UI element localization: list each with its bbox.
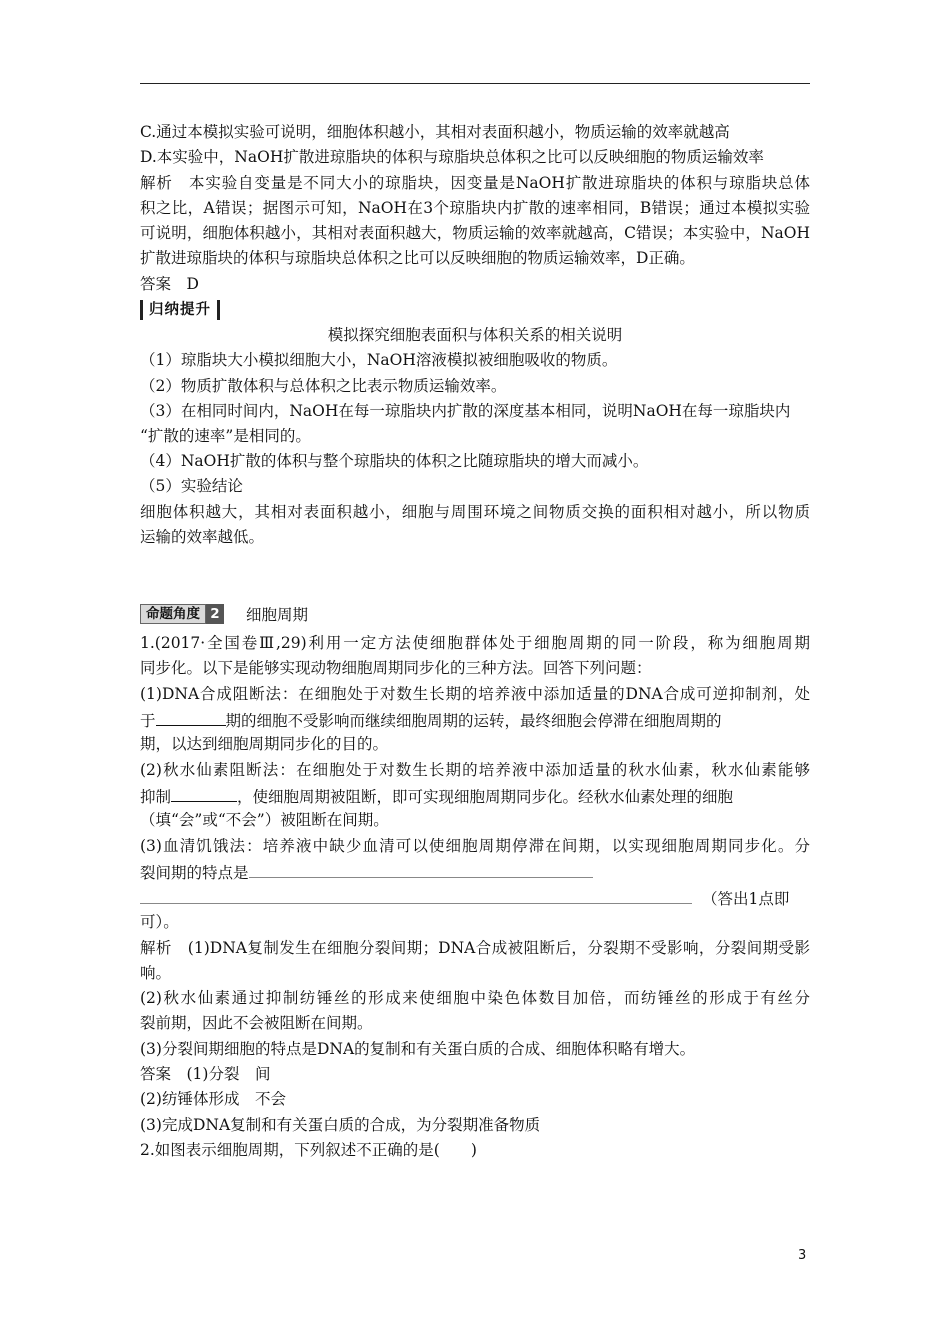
analysis-line: 解析 (1)DNA复制发生在细胞分裂间期；DNA合成被阻断后，分裂期不受影响，分裂间期受影 bbox=[140, 939, 810, 957]
question-line: 可）。 bbox=[140, 913, 179, 931]
option-d: D.本实验中，NaOH扩散进琼脂块的体积与琼脂块总体积之比可以反映细胞的物质运输效率 bbox=[140, 148, 764, 166]
page-number: 3 bbox=[798, 1248, 807, 1263]
analysis-line: 扩散进琼脂块的体积与琼脂块总体积之比可以反映细胞的物质运输效率，D正确。 bbox=[140, 249, 695, 267]
summary-point: （2）物质扩散体积与总体积之比表示物质运输效率。 bbox=[140, 377, 507, 395]
angle-number: 2 bbox=[206, 604, 224, 624]
question-2: 2.如图表示细胞周期，下列叙述不正确的是( ) bbox=[140, 1141, 477, 1159]
answer-line: 答案 D bbox=[140, 275, 199, 293]
question-line: 抑制 ，使细胞周期被阻断，即可实现细胞周期同步化。经秋水仙素处理的细胞 bbox=[140, 785, 810, 807]
answer-blank[interactable] bbox=[249, 861, 593, 878]
answer-blank[interactable] bbox=[171, 785, 237, 802]
angle-title: 细胞周期 bbox=[246, 606, 309, 624]
analysis-line: (2)秋水仙素通过抑制纺锤丝的形成来使细胞中染色体数目加倍，而纺锤丝的形成于有丝分 bbox=[140, 989, 810, 1007]
summary-conclusion: 运输的效率越低。 bbox=[140, 528, 265, 546]
summary-point: （1）琼脂块大小模拟细胞大小，NaOH溶液模拟被细胞吸收的物质。 bbox=[140, 351, 618, 369]
summary-point: “扩散的速率”是相同的。 bbox=[140, 427, 311, 445]
option-c: C.通过本模拟实验可说明，细胞体积越小，其相对表面积越小，物质运输的效率就越高 bbox=[140, 123, 730, 141]
answer-line: 答案 (1)分裂 间 bbox=[140, 1065, 271, 1083]
analysis-line: 解析 本实验自变量是不同大小的琼脂块，因变量是NaOH扩散进琼脂块的体积与琼脂块总体 bbox=[140, 174, 810, 192]
question-angle bbox=[140, 604, 308, 624]
summary-point: （3）在相同时间内，NaOH在每一琼脂块内扩散的深度基本相同，说明NaOH在每一琼脂块内 bbox=[140, 402, 791, 420]
answer-blank[interactable] bbox=[140, 887, 692, 904]
summary-point: （4）NaOH扩散的体积与整个琼脂块的体积之比随琼脂块的增大而减小。 bbox=[140, 452, 649, 470]
question-line: （填“会”或“不会”）被阻断在间期。 bbox=[140, 811, 389, 829]
summary-conclusion: 细胞体积越大，其相对表面积越小，细胞与周围环境之间物质交换的面积相对越小，所以物质 bbox=[140, 503, 810, 521]
summary-tag: 归纳提升 bbox=[140, 300, 220, 320]
answer-line: (3)完成DNA复制和有关蛋白质的合成，为分裂期准备物质 bbox=[140, 1116, 541, 1134]
question-line: (1)DNA合成阻断法：在细胞处于对数生长期的培养液中添加适量的DNA合成可逆抑制剂，处 bbox=[140, 685, 810, 703]
analysis-line: (3)分裂间期细胞的特点是DNA的复制和有关蛋白质的合成、细胞体积略有增大。 bbox=[140, 1040, 696, 1058]
answer-blank[interactable] bbox=[156, 709, 226, 726]
header-rule bbox=[140, 83, 810, 84]
question-line: （答出1点即 bbox=[140, 887, 810, 909]
question-line: 于 期的细胞不受影响而继续细胞周期的运转，最终细胞会停滞在细胞周期的 bbox=[140, 709, 810, 731]
question-line: (2)秋水仙素阻断法：在细胞处于对数生长期的培养液中添加适量的秋水仙素，秋水仙素能够 bbox=[140, 761, 810, 779]
analysis-line: 裂前期，因此不会被阻断在间期。 bbox=[140, 1014, 373, 1032]
analysis-line: 积之比，A错误；据图示可知，NaOH在3个琼脂块内扩散的速率相同，B错误；通过本模拟实验 bbox=[140, 199, 810, 217]
question-line: (3)血清饥饿法：培养液中缺少血清可以使细胞周期停滞在间期，以实现细胞周期同步化。分 bbox=[140, 837, 810, 855]
summary-point: （5）实验结论 bbox=[140, 477, 243, 495]
question-line: 1.(2017·全国卷Ⅲ,29)利用一定方法使细胞群体处于细胞周期的同一阶段，称为细胞周期 bbox=[140, 634, 810, 652]
question-line: 期，以达到细胞周期同步化的目的。 bbox=[140, 735, 389, 753]
answer-line: (2)纺锤体形成 不会 bbox=[140, 1090, 286, 1108]
angle-label: 命题角度 bbox=[140, 604, 206, 624]
analysis-line: 可说明，细胞体积越小，其相对表面积越大，物质运输的效率就越高，C错误；本实验中，NaOH bbox=[140, 224, 810, 242]
question-line: 裂间期的特点是 bbox=[140, 861, 810, 883]
analysis-line: 响。 bbox=[140, 964, 172, 982]
summary-title: 模拟探究细胞表面积与体积关系的相关说明 bbox=[327, 326, 623, 344]
question-line: 同步化。以下是能够实现动物细胞周期同步化的三种方法。回答下列问题： bbox=[140, 659, 652, 677]
